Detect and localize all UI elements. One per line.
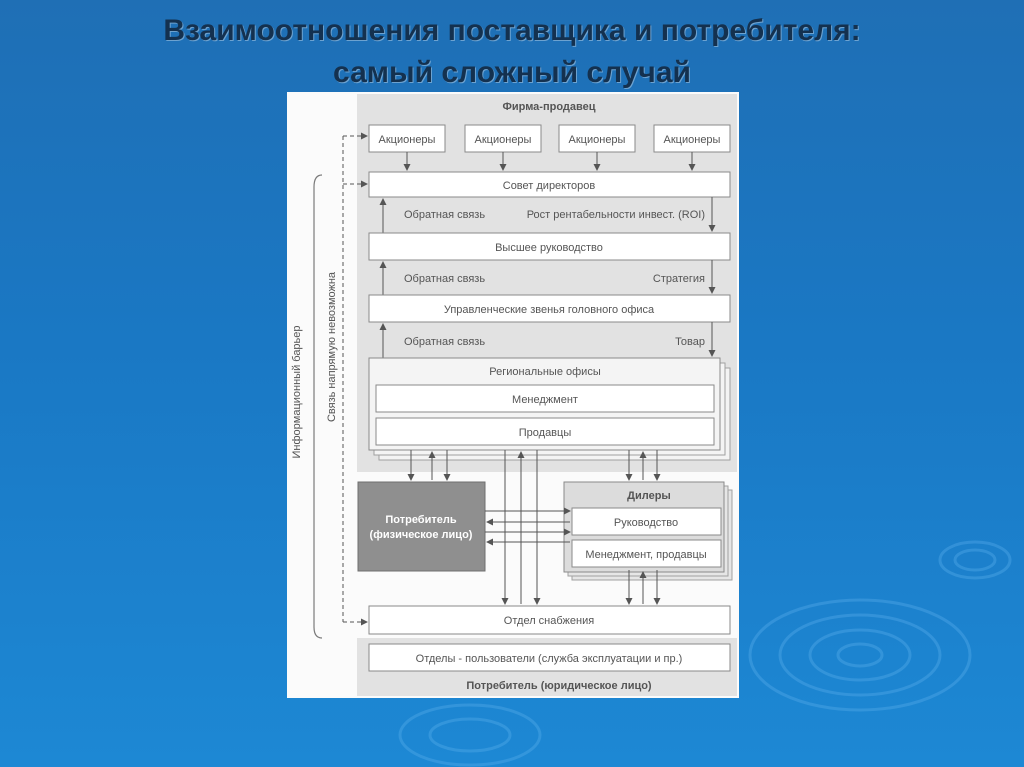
user-depts-label: Отделы - пользователи (служба эксплуатации и пр.) (415, 653, 683, 665)
shareholder-label: Акционеры (663, 134, 721, 146)
head-office-label: Управленческие звенья головного офиса (443, 304, 655, 316)
top-management-label: Высшее руководство (495, 242, 603, 254)
slide-title-line-2: самый сложный случай (333, 56, 691, 89)
management-label: Менеджмент (512, 394, 578, 406)
shareholder-label: Акционеры (378, 134, 436, 146)
consumer-legal-label: Потребитель (юридическое лицо) (466, 680, 652, 692)
consumer-person-label-2: (физическое лицо) (369, 529, 473, 541)
feedback-label-3: Обратная связь (404, 336, 486, 348)
no-direct-link-label: Связь напрямую невозможна (326, 271, 338, 423)
seller-firm-label: Фирма-продавец (502, 101, 596, 113)
procurement-label: Отдел снабжения (503, 615, 595, 627)
regional-offices-label: Региональные офисы (489, 366, 601, 378)
dealers-leadership-label: Руководство (613, 517, 679, 529)
consumer-person-label-1: Потребитель (385, 514, 457, 526)
feedback-label-1: Обратная связь (404, 209, 486, 221)
slide-title (0, 10, 1024, 94)
org-diagram (287, 92, 739, 698)
dealers-label: Дилеры (627, 490, 671, 502)
sellers-label: Продавцы (518, 427, 572, 439)
shareholder-label: Акционеры (568, 134, 626, 146)
consumer-person-box (358, 482, 485, 571)
shareholder-label: Акционеры (474, 134, 532, 146)
product-label: Товар (675, 336, 705, 348)
roi-label: Рост рентабельности инвест. (ROI) (526, 209, 705, 221)
dealers-mgmt-label: Менеджмент, продавцы (585, 549, 707, 561)
board-label: Совет директоров (502, 180, 596, 192)
strategy-label: Стратегия (652, 273, 705, 285)
feedback-label-2: Обратная связь (404, 273, 486, 285)
info-barrier-label: Информационный барьер (291, 325, 303, 459)
slide-title-line-1: Взаимоотношения поставщика и потребителя: (163, 14, 861, 47)
